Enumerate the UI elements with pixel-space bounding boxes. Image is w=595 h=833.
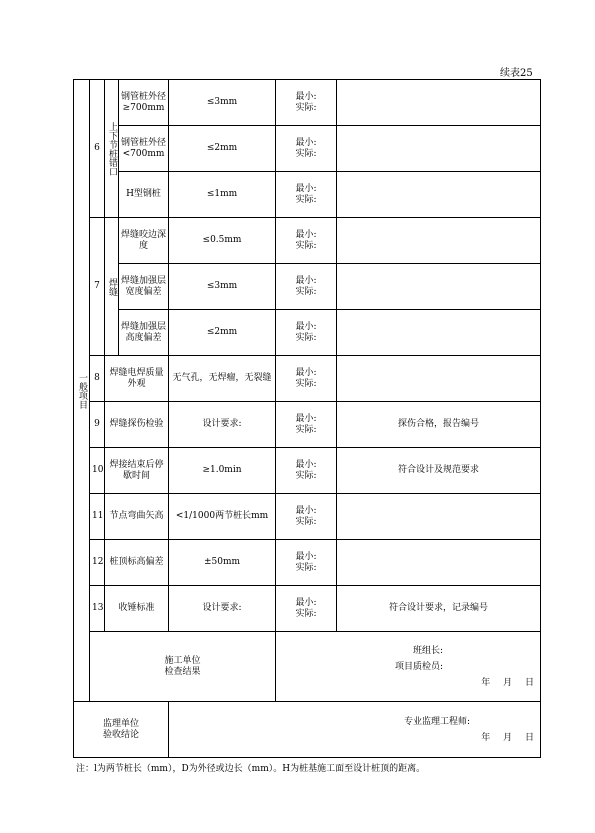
construction-signature — [276, 632, 541, 702]
measure-cell — [276, 402, 337, 448]
measure-cell — [276, 80, 337, 126]
min-label: 最小: — [295, 505, 317, 516]
item-number: 11 — [90, 494, 105, 540]
item-name: H型钢桩 — [119, 172, 169, 218]
item-number: 8 — [90, 356, 105, 402]
item-name: 焊接结束后停歇时间 — [105, 448, 169, 494]
result-cell — [337, 356, 541, 402]
standard-value: ≤1mm — [169, 172, 276, 218]
standard-value: <1/1000两节桩长mm — [169, 494, 276, 540]
table-row — [74, 540, 541, 586]
result-cell — [337, 218, 541, 264]
measure-cell — [276, 356, 337, 402]
group-label: 上下节桩错口 — [105, 80, 119, 218]
item-number: 7 — [90, 218, 105, 356]
result-cell: 符合设计要求，记录编号 — [337, 586, 541, 632]
table-row — [74, 448, 541, 494]
section-label: 一般项目 — [74, 80, 90, 702]
actual-label: 实际: — [295, 562, 317, 573]
standard-value: 设计要求: — [169, 586, 276, 632]
actual-label: 实际: — [295, 240, 317, 251]
min-label: 最小: — [295, 413, 317, 424]
construction-row — [74, 632, 541, 702]
measure-cell — [276, 126, 337, 172]
min-label: 最小: — [295, 367, 317, 378]
min-label: 最小: — [295, 321, 317, 332]
measure-cell — [276, 264, 337, 310]
standard-value: ≤3mm — [169, 264, 276, 310]
team-leader-label: 班组长: — [412, 645, 443, 656]
result-cell — [337, 494, 541, 540]
item-name: 收锤标准 — [105, 586, 169, 632]
measure-cell — [276, 540, 337, 586]
footnote: 注：l为两节桩长（mm），D为外径或边长（mm）。H为桩基施工面至设计桩顶的距离。 — [76, 764, 426, 774]
table-row — [74, 356, 541, 402]
standard-value: ≤3mm — [169, 80, 276, 126]
item-number: 9 — [90, 402, 105, 448]
actual-label: 实际: — [295, 194, 317, 205]
table-row — [74, 218, 541, 264]
item-name: 节点弯曲矢高 — [105, 494, 169, 540]
supervising-engineer-label: 专业监理工程师: — [403, 716, 470, 727]
item-number: 12 — [90, 540, 105, 586]
standard-value: 无气孔，无焊瘤，无裂缝 — [169, 356, 276, 402]
item-number: 10 — [90, 448, 105, 494]
standard-value: ≤2mm — [169, 310, 276, 356]
actual-label: 实际: — [295, 286, 317, 297]
continuation-label: 续表25 — [500, 68, 533, 79]
supervision-signature — [169, 702, 541, 758]
min-label: 最小: — [295, 183, 317, 194]
table-row — [74, 494, 541, 540]
item-name: 钢管桩外径≥700mm — [119, 80, 169, 126]
result-cell — [337, 264, 541, 310]
result-cell — [337, 540, 541, 586]
min-label: 最小: — [295, 91, 317, 102]
construction-label: 施工单位 检查结果 — [90, 632, 276, 702]
actual-label: 实际: — [295, 516, 317, 527]
standard-value: ±50mm — [169, 540, 276, 586]
min-label: 最小: — [295, 137, 317, 148]
standard-value: ≥1.0min — [169, 448, 276, 494]
supervision-label: 监理单位 验收结论 — [74, 702, 169, 758]
actual-label: 实际: — [295, 102, 317, 113]
item-name: 钢管桩外径<700mm — [119, 126, 169, 172]
quality-inspector-label: 项目质检员: — [394, 661, 443, 672]
table-row — [74, 264, 541, 310]
item-name: 焊缝电焊质量外观 — [105, 356, 169, 402]
min-label: 最小: — [295, 551, 317, 562]
result-cell: 探伤合格，报告编号 — [337, 402, 541, 448]
actual-label: 实际: — [295, 470, 317, 481]
measure-cell — [276, 218, 337, 264]
table-row — [74, 172, 541, 218]
table-row — [74, 126, 541, 172]
item-name: 桩顶标高偏差 — [105, 540, 169, 586]
result-cell: 符合设计及规范要求 — [337, 448, 541, 494]
measure-cell — [276, 172, 337, 218]
min-label: 最小: — [295, 229, 317, 240]
item-name: 焊缝加强层高度偏差 — [119, 310, 169, 356]
actual-label: 实际: — [295, 424, 317, 435]
table-row — [74, 402, 541, 448]
group-label: 焊缝 — [105, 218, 119, 356]
min-label: 最小: — [295, 275, 317, 286]
item-name: 焊缝咬边深度 — [119, 218, 169, 264]
supervision-row — [74, 702, 541, 758]
standard-value: ≤0.5mm — [169, 218, 276, 264]
table-row — [74, 586, 541, 632]
min-label: 最小: — [295, 597, 317, 608]
table-row — [74, 310, 541, 356]
measure-cell — [276, 448, 337, 494]
item-number: 13 — [90, 586, 105, 632]
measure-cell — [276, 586, 337, 632]
measure-cell — [276, 494, 337, 540]
actual-label: 实际: — [295, 378, 317, 389]
result-cell — [337, 126, 541, 172]
result-cell — [337, 172, 541, 218]
result-cell — [337, 310, 541, 356]
result-cell — [337, 80, 541, 126]
actual-label: 实际: — [295, 332, 317, 343]
inspection-table — [73, 79, 541, 758]
table-row — [74, 80, 541, 126]
measure-cell — [276, 310, 337, 356]
item-number: 6 — [90, 80, 105, 218]
actual-label: 实际: — [295, 148, 317, 159]
standard-value: 设计要求: — [169, 402, 276, 448]
item-name: 焊缝探伤检验 — [105, 402, 169, 448]
supervision-date: 年 月 日 — [481, 732, 534, 743]
construction-date: 年 月 日 — [481, 677, 534, 688]
min-label: 最小: — [295, 459, 317, 470]
item-name: 焊缝加强层宽度偏差 — [119, 264, 169, 310]
standard-value: ≤2mm — [169, 126, 276, 172]
actual-label: 实际: — [295, 608, 317, 619]
